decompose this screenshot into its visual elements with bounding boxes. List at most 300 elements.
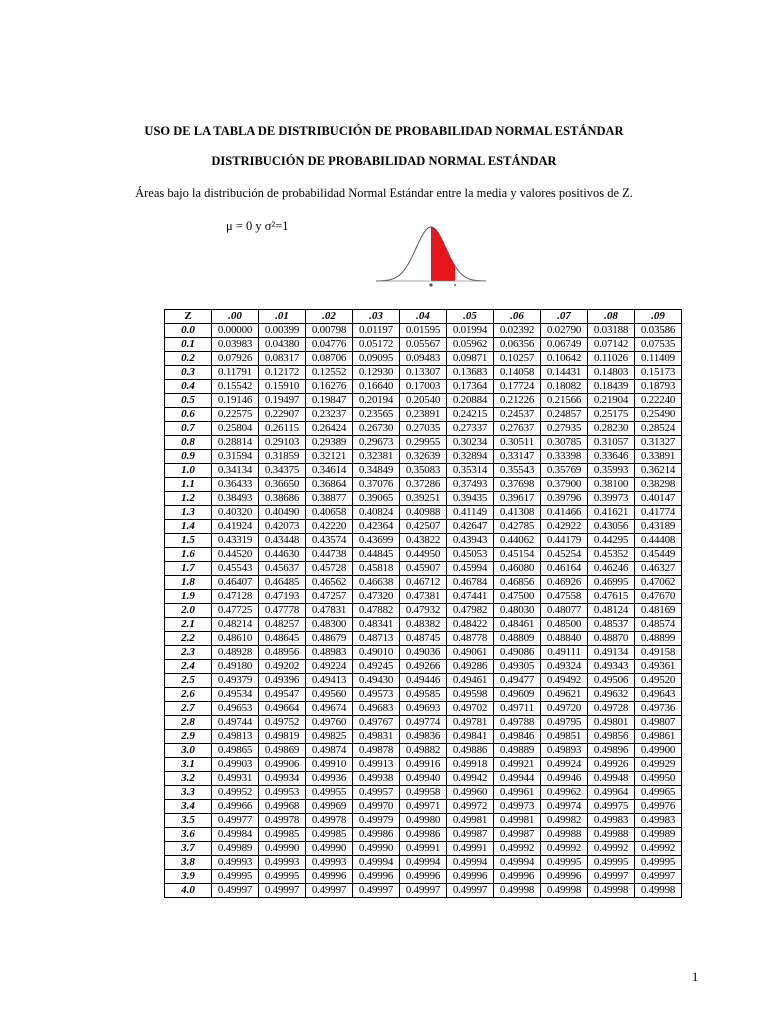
probability-cell: 0.42647: [447, 520, 494, 534]
probability-cell: 0.49991: [400, 842, 447, 856]
probability-cell: 0.45818: [353, 562, 400, 576]
probability-cell: 0.22240: [635, 394, 682, 408]
probability-cell: 0.23565: [353, 408, 400, 422]
probability-cell: 0.15173: [635, 366, 682, 380]
z-table: [164, 309, 682, 898]
z-value-cell: 4.0: [165, 884, 212, 898]
z-value-cell: 3.8: [165, 856, 212, 870]
probability-cell: 0.45154: [494, 548, 541, 562]
z-value-cell: 2.4: [165, 660, 212, 674]
probability-cell: 0.49991: [447, 842, 494, 856]
probability-cell: 0.49752: [259, 716, 306, 730]
probability-cell: 0.49461: [447, 674, 494, 688]
probability-cell: 0.49882: [400, 744, 447, 758]
probability-cell: 0.20540: [400, 394, 447, 408]
probability-cell: 0.46856: [494, 576, 541, 590]
table-row: [165, 366, 682, 380]
probability-cell: 0.23891: [400, 408, 447, 422]
probability-cell: 0.49774: [400, 716, 447, 730]
description-text: Áreas bajo la distribución de probabilidad Normal Estándar entre la media y valores positivos de Z.: [135, 186, 633, 200]
table-row: [165, 856, 682, 870]
probability-cell: 0.13683: [447, 366, 494, 380]
z-value-cell: 0.3: [165, 366, 212, 380]
probability-cell: 0.26730: [353, 422, 400, 436]
probability-cell: 0.49760: [306, 716, 353, 730]
header-row: [165, 310, 682, 324]
probability-cell: 0.49767: [353, 716, 400, 730]
probability-cell: 0.13307: [400, 366, 447, 380]
probability-cell: 0.49878: [353, 744, 400, 758]
probability-cell: 0.49674: [306, 702, 353, 716]
probability-cell: 0.49997: [635, 870, 682, 884]
probability-cell: 0.49993: [306, 856, 353, 870]
probability-cell: 0.44408: [635, 534, 682, 548]
probability-cell: 0.44950: [400, 548, 447, 562]
probability-cell: 0.12552: [306, 366, 353, 380]
table-row: [165, 562, 682, 576]
probability-cell: 0.32639: [400, 450, 447, 464]
probability-cell: 0.48169: [635, 604, 682, 618]
probability-cell: 0.45637: [259, 562, 306, 576]
probability-cell: 0.31327: [635, 436, 682, 450]
probability-cell: 0.49988: [588, 828, 635, 842]
probability-cell: 0.49948: [588, 772, 635, 786]
probability-cell: 0.19847: [306, 394, 353, 408]
probability-cell: 0.46712: [400, 576, 447, 590]
probability-cell: 0.24215: [447, 408, 494, 422]
probability-cell: 0.49158: [635, 646, 682, 660]
probability-cell: 0.48300: [306, 618, 353, 632]
z-value-cell: 1.1: [165, 478, 212, 492]
probability-cell: 0.49990: [259, 842, 306, 856]
probability-cell: 0.35083: [400, 464, 447, 478]
probability-cell: 0.44738: [306, 548, 353, 562]
probability-cell: 0.18439: [588, 380, 635, 394]
probability-cell: 0.31859: [259, 450, 306, 464]
probability-cell: 0.18082: [541, 380, 588, 394]
probability-cell: 0.38298: [635, 478, 682, 492]
probability-cell: 0.41466: [541, 506, 588, 520]
column-header: .06: [494, 310, 541, 324]
probability-cell: 0.01595: [400, 324, 447, 338]
probability-cell: 0.40490: [259, 506, 306, 520]
table-row: [165, 352, 682, 366]
probability-cell: 0.49924: [541, 758, 588, 772]
table-row: [165, 408, 682, 422]
probability-cell: 0.47932: [400, 604, 447, 618]
probability-cell: 0.49534: [212, 688, 259, 702]
probability-cell: 0.49430: [353, 674, 400, 688]
probability-cell: 0.49992: [635, 842, 682, 856]
probability-cell: 0.24537: [494, 408, 541, 422]
probability-cell: 0.33398: [541, 450, 588, 464]
z-value-cell: 1.7: [165, 562, 212, 576]
probability-cell: 0.39251: [400, 492, 447, 506]
column-header: .09: [635, 310, 682, 324]
probability-cell: 0.49874: [306, 744, 353, 758]
probability-cell: 0.49990: [306, 842, 353, 856]
probability-cell: 0.31057: [588, 436, 635, 450]
probability-cell: 0.49807: [635, 716, 682, 730]
page-number: 1: [692, 970, 699, 984]
table-row: [165, 464, 682, 478]
probability-cell: 0.49643: [635, 688, 682, 702]
table-row: [165, 520, 682, 534]
probability-cell: 0.48500: [541, 618, 588, 632]
z-value-cell: 2.5: [165, 674, 212, 688]
probability-cell: 0.11409: [635, 352, 682, 366]
probability-cell: 0.49413: [306, 674, 353, 688]
probability-cell: 0.49801: [588, 716, 635, 730]
table-row: [165, 338, 682, 352]
probability-cell: 0.28814: [212, 436, 259, 450]
probability-cell: 0.20884: [447, 394, 494, 408]
probability-cell: 0.00000: [212, 324, 259, 338]
probability-cell: 0.47558: [541, 590, 588, 604]
probability-cell: 0.49720: [541, 702, 588, 716]
probability-cell: 0.43943: [447, 534, 494, 548]
probability-cell: 0.49969: [306, 800, 353, 814]
probability-cell: 0.49520: [635, 674, 682, 688]
probability-cell: 0.49994: [447, 856, 494, 870]
probability-cell: 0.46327: [635, 562, 682, 576]
probability-cell: 0.49950: [635, 772, 682, 786]
probability-cell: 0.20194: [353, 394, 400, 408]
probability-cell: 0.44845: [353, 548, 400, 562]
probability-cell: 0.49180: [212, 660, 259, 674]
probability-cell: 0.49983: [588, 814, 635, 828]
table-row: [165, 324, 682, 338]
probability-cell: 0.49979: [353, 814, 400, 828]
probability-cell: 0.47882: [353, 604, 400, 618]
probability-cell: 0.43574: [306, 534, 353, 548]
probability-cell: 0.44520: [212, 548, 259, 562]
probability-cell: 0.14058: [494, 366, 541, 380]
normal-curve-figure: [376, 218, 486, 292]
probability-cell: 0.49598: [447, 688, 494, 702]
probability-cell: 0.04776: [306, 338, 353, 352]
probability-cell: 0.49492: [541, 674, 588, 688]
probability-cell: 0.49995: [259, 870, 306, 884]
probability-cell: 0.49972: [447, 800, 494, 814]
probability-cell: 0.34849: [353, 464, 400, 478]
probability-cell: 0.49477: [494, 674, 541, 688]
table-row: [165, 590, 682, 604]
probability-cell: 0.12172: [259, 366, 306, 380]
probability-cell: 0.10642: [541, 352, 588, 366]
column-header: .03: [353, 310, 400, 324]
table-row: [165, 786, 682, 800]
probability-cell: 0.49961: [494, 786, 541, 800]
z-value-cell: 2.8: [165, 716, 212, 730]
probability-cell: 0.49918: [447, 758, 494, 772]
probability-cell: 0.43699: [353, 534, 400, 548]
probability-cell: 0.49997: [353, 884, 400, 898]
probability-cell: 0.38100: [588, 478, 635, 492]
table-row: [165, 548, 682, 562]
probability-cell: 0.43056: [588, 520, 635, 534]
probability-cell: 0.01994: [447, 324, 494, 338]
probability-cell: 0.39796: [541, 492, 588, 506]
z-value-cell: 0.4: [165, 380, 212, 394]
probability-cell: 0.49953: [259, 786, 306, 800]
probability-cell: 0.18793: [635, 380, 682, 394]
probability-cell: 0.14431: [541, 366, 588, 380]
probability-cell: 0.48983: [306, 646, 353, 660]
probability-cell: 0.48679: [306, 632, 353, 646]
probability-cell: 0.09871: [447, 352, 494, 366]
probability-cell: 0.37076: [353, 478, 400, 492]
probability-cell: 0.49134: [588, 646, 635, 660]
z-value-cell: 1.9: [165, 590, 212, 604]
probability-cell: 0.37493: [447, 478, 494, 492]
probability-cell: 0.47320: [353, 590, 400, 604]
probability-cell: 0.49952: [212, 786, 259, 800]
probability-cell: 0.02790: [541, 324, 588, 338]
table-row: [165, 716, 682, 730]
probability-cell: 0.44295: [588, 534, 635, 548]
probability-cell: 0.49971: [400, 800, 447, 814]
probability-cell: 0.49795: [541, 716, 588, 730]
probability-cell: 0.49286: [447, 660, 494, 674]
probability-cell: 0.49958: [400, 786, 447, 800]
probability-cell: 0.49889: [494, 744, 541, 758]
probability-cell: 0.43189: [635, 520, 682, 534]
probability-cell: 0.21904: [588, 394, 635, 408]
z-value-cell: 3.4: [165, 800, 212, 814]
z-value-cell: 3.7: [165, 842, 212, 856]
table-row: [165, 744, 682, 758]
probability-cell: 0.22575: [212, 408, 259, 422]
probability-cell: 0.11026: [588, 352, 635, 366]
column-header: .01: [259, 310, 306, 324]
probability-cell: 0.41149: [447, 506, 494, 520]
probability-cell: 0.49996: [353, 870, 400, 884]
z-value-cell: 3.1: [165, 758, 212, 772]
probability-cell: 0.49936: [306, 772, 353, 786]
probability-cell: 0.37698: [494, 478, 541, 492]
probability-cell: 0.12930: [353, 366, 400, 380]
probability-cell: 0.48713: [353, 632, 400, 646]
probability-cell: 0.49781: [447, 716, 494, 730]
probability-cell: 0.03983: [212, 338, 259, 352]
probability-cell: 0.15542: [212, 380, 259, 394]
table-row: [165, 506, 682, 520]
probability-cell: 0.48610: [212, 632, 259, 646]
probability-cell: 0.48928: [212, 646, 259, 660]
z-value-cell: 2.1: [165, 618, 212, 632]
probability-cell: 0.49996: [447, 870, 494, 884]
probability-cell: 0.49111: [541, 646, 588, 660]
probability-cell: 0.44062: [494, 534, 541, 548]
probability-cell: 0.35993: [588, 464, 635, 478]
table-row: [165, 674, 682, 688]
z-value-cell: 0.2: [165, 352, 212, 366]
table-row: [165, 800, 682, 814]
probability-cell: 0.49977: [212, 814, 259, 828]
probability-cell: 0.30785: [541, 436, 588, 450]
probability-cell: 0.48382: [400, 618, 447, 632]
probability-cell: 0.48809: [494, 632, 541, 646]
probability-cell: 0.46246: [588, 562, 635, 576]
probability-cell: 0.49980: [400, 814, 447, 828]
z-column-header: Z: [165, 310, 212, 324]
z-value-cell: 3.3: [165, 786, 212, 800]
probability-cell: 0.49988: [541, 828, 588, 842]
column-header: .02: [306, 310, 353, 324]
probability-cell: 0.47670: [635, 590, 682, 604]
probability-cell: 0.49996: [400, 870, 447, 884]
probability-cell: 0.32121: [306, 450, 353, 464]
probability-cell: 0.49245: [353, 660, 400, 674]
probability-cell: 0.48745: [400, 632, 447, 646]
probability-cell: 0.49846: [494, 730, 541, 744]
probability-cell: 0.09483: [400, 352, 447, 366]
probability-cell: 0.27035: [400, 422, 447, 436]
probability-cell: 0.17364: [447, 380, 494, 394]
z-value-cell: 3.9: [165, 870, 212, 884]
probability-cell: 0.25804: [212, 422, 259, 436]
probability-cell: 0.49506: [588, 674, 635, 688]
probability-cell: 0.29103: [259, 436, 306, 450]
probability-cell: 0.49736: [635, 702, 682, 716]
probability-cell: 0.31594: [212, 450, 259, 464]
probability-cell: 0.49934: [259, 772, 306, 786]
probability-cell: 0.27637: [494, 422, 541, 436]
table-row: [165, 618, 682, 632]
probability-cell: 0.49910: [306, 758, 353, 772]
probability-cell: 0.47381: [400, 590, 447, 604]
z-value-cell: 0.5: [165, 394, 212, 408]
probability-cell: 0.49086: [494, 646, 541, 660]
probability-cell: 0.47062: [635, 576, 682, 590]
probability-cell: 0.01197: [353, 324, 400, 338]
probability-cell: 0.49996: [306, 870, 353, 884]
probability-cell: 0.43822: [400, 534, 447, 548]
probability-cell: 0.49940: [400, 772, 447, 786]
table-row: [165, 828, 682, 842]
probability-cell: 0.17003: [400, 380, 447, 394]
probability-cell: 0.03188: [588, 324, 635, 338]
probability-cell: 0.17724: [494, 380, 541, 394]
probability-cell: 0.48537: [588, 618, 635, 632]
probability-cell: 0.42922: [541, 520, 588, 534]
probability-cell: 0.49962: [541, 786, 588, 800]
probability-cell: 0.36864: [306, 478, 353, 492]
probability-cell: 0.49010: [353, 646, 400, 660]
probability-cell: 0.49978: [306, 814, 353, 828]
probability-cell: 0.46562: [306, 576, 353, 590]
probability-cell: 0.42785: [494, 520, 541, 534]
probability-cell: 0.41774: [635, 506, 682, 520]
probability-cell: 0.26115: [259, 422, 306, 436]
probability-cell: 0.49585: [400, 688, 447, 702]
z-value-cell: 0.7: [165, 422, 212, 436]
probability-cell: 0.49831: [353, 730, 400, 744]
probability-cell: 0.49266: [400, 660, 447, 674]
z-value-cell: 0.8: [165, 436, 212, 450]
probability-cell: 0.49893: [541, 744, 588, 758]
probability-cell: 0.33891: [635, 450, 682, 464]
probability-cell: 0.48422: [447, 618, 494, 632]
probability-cell: 0.21566: [541, 394, 588, 408]
probability-cell: 0.49995: [541, 856, 588, 870]
z-value-cell: 1.4: [165, 520, 212, 534]
probability-cell: 0.49926: [588, 758, 635, 772]
probability-cell: 0.49992: [494, 842, 541, 856]
probability-cell: 0.46638: [353, 576, 400, 590]
table-row: [165, 422, 682, 436]
probability-cell: 0.44630: [259, 548, 306, 562]
z-value-cell: 1.8: [165, 576, 212, 590]
probability-cell: 0.49379: [212, 674, 259, 688]
probability-cell: 0.49343: [588, 660, 635, 674]
probability-cell: 0.07926: [212, 352, 259, 366]
probability-cell: 0.47778: [259, 604, 306, 618]
probability-cell: 0.49983: [635, 814, 682, 828]
probability-cell: 0.40147: [635, 492, 682, 506]
probability-cell: 0.49993: [259, 856, 306, 870]
z-value-cell: 2.9: [165, 730, 212, 744]
probability-cell: 0.49036: [400, 646, 447, 660]
probability-cell: 0.43319: [212, 534, 259, 548]
probability-cell: 0.46407: [212, 576, 259, 590]
probability-cell: 0.35543: [494, 464, 541, 478]
probability-cell: 0.49986: [400, 828, 447, 842]
probability-cell: 0.44179: [541, 534, 588, 548]
probability-cell: 0.19146: [212, 394, 259, 408]
z-value-cell: 2.3: [165, 646, 212, 660]
probability-cell: 0.49621: [541, 688, 588, 702]
probability-cell: 0.41924: [212, 520, 259, 534]
probability-cell: 0.47615: [588, 590, 635, 604]
probability-cell: 0.29955: [400, 436, 447, 450]
probability-cell: 0.49825: [306, 730, 353, 744]
probability-cell: 0.49202: [259, 660, 306, 674]
probability-cell: 0.47257: [306, 590, 353, 604]
table-row: [165, 702, 682, 716]
probability-cell: 0.42073: [259, 520, 306, 534]
probability-cell: 0.40824: [353, 506, 400, 520]
probability-cell: 0.49992: [588, 842, 635, 856]
table-row: [165, 772, 682, 786]
probability-cell: 0.48214: [212, 618, 259, 632]
probability-cell: 0.49921: [494, 758, 541, 772]
probability-cell: 0.48257: [259, 618, 306, 632]
probability-cell: 0.49995: [635, 856, 682, 870]
probability-cell: 0.05172: [353, 338, 400, 352]
probability-cell: 0.41621: [588, 506, 635, 520]
probability-cell: 0.40658: [306, 506, 353, 520]
probability-cell: 0.49964: [588, 786, 635, 800]
probability-cell: 0.48077: [541, 604, 588, 618]
probability-cell: 0.49788: [494, 716, 541, 730]
probability-cell: 0.49305: [494, 660, 541, 674]
probability-cell: 0.49996: [541, 870, 588, 884]
probability-cell: 0.49560: [306, 688, 353, 702]
table-row: [165, 450, 682, 464]
probability-cell: 0.49997: [259, 884, 306, 898]
column-header: .00: [212, 310, 259, 324]
probability-cell: 0.28230: [588, 422, 635, 436]
probability-cell: 0.49985: [259, 828, 306, 842]
probability-cell: 0.40320: [212, 506, 259, 520]
table-row: [165, 688, 682, 702]
probability-cell: 0.05567: [400, 338, 447, 352]
column-header: .05: [447, 310, 494, 324]
probability-cell: 0.06749: [541, 338, 588, 352]
probability-cell: 0.49653: [212, 702, 259, 716]
